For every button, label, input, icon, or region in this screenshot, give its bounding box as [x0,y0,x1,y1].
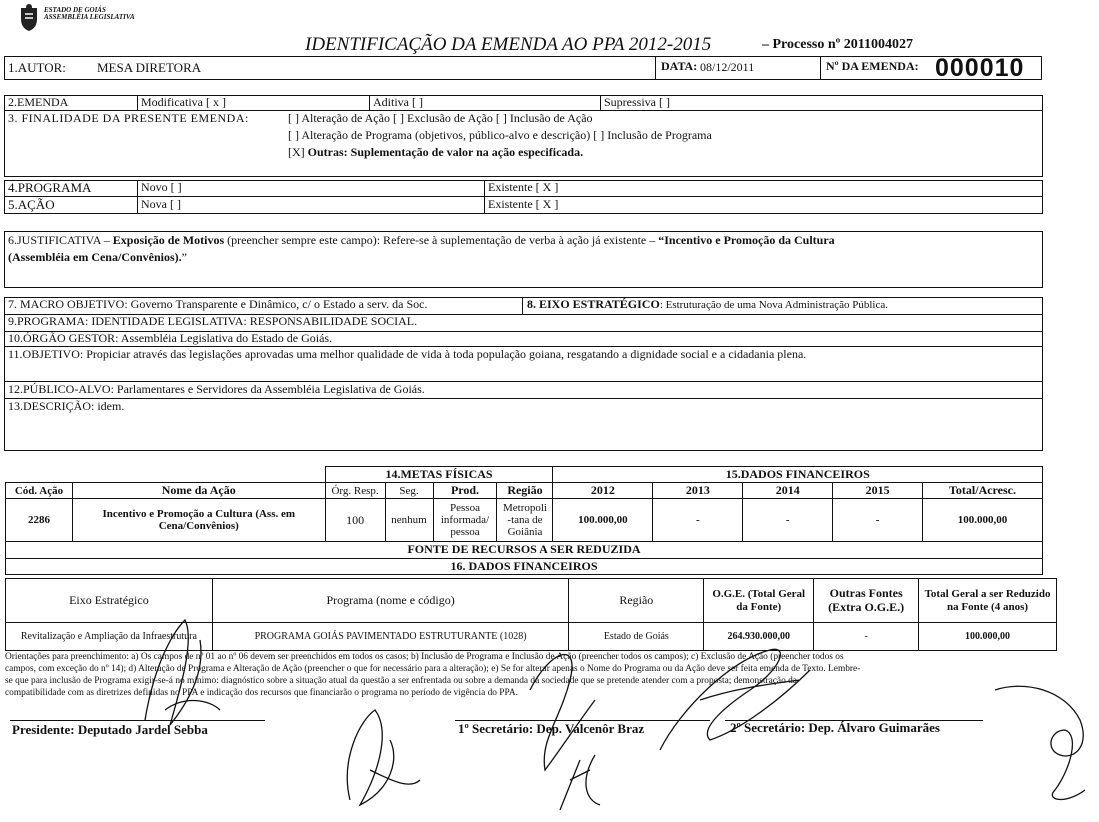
col-header: 2012 [553,483,653,499]
publico-alvo: 12.PÚBLICO-ALVO: Parlamentares e Servidores da Assembléia Legislativa de Goiás. [8,382,425,396]
col-header: Região [497,483,553,499]
col-header: Nome da Ação [72,483,325,499]
programa-novo: Novo [ ] [141,180,182,194]
finalidade-line3: [X] Outras: Suplementação de valor na ação especificada. [288,145,584,159]
emenda-label: 2.EMENDA [8,95,69,109]
table-row [6,499,1043,542]
col-header: Total Geral a ser Reduzido na Fonte (4 anos) [919,579,1057,623]
org-name-line1: ESTADO DE GOIÁS [44,6,106,14]
autor-value: MESA DIRETORA [97,60,202,75]
signature-secretario-2-icon [640,630,830,770]
col-header: Seg. [385,483,433,499]
emenda-number-value: 000010 [935,54,1025,82]
presidente-signature-label: Presidente: Deputado Jardel Sebba [12,722,208,737]
objetivo: 11.OBJETIVO: Propiciar através das legislações aprovadas uma melhor qualidade de vida à toda população goiana, resgatando a dignidade social e a cidadania plena. [8,347,807,361]
eixo-estrategico: 8. EIXO ESTRATÉGICO: Estruturação de uma Nova Administração Pública. [527,297,888,311]
cell: Estado de Goiás [569,623,704,651]
signature-secretario-1-icon [320,690,440,815]
data-value: 08/12/2011 [700,60,755,74]
descricao: 13.DESCRIÇÃO: idem. [8,399,125,413]
cell: Incentivo e Promoção a Cultura (Ass. em Cena/Convênios) [72,499,325,542]
programa-existente: Existente [ X ] [488,180,559,194]
finalidade-line2: [ ] Alteração de Programa (objetivos, público-alvo e descrição) [ ] Inclusão de Programa [288,128,712,142]
process-number: – Processo nº 2011004027 [762,37,913,52]
col-header: Total/Acresc. [923,483,1043,499]
justificativa-line2: (Assembléia em Cena/Convênios).” [8,250,187,264]
col-header: O.G.E. (Total Geral da Fonte) [704,579,814,623]
aditiva-option: Aditiva [ ] [373,95,423,109]
programa-label: 4.PROGRAMA [8,180,92,195]
cell: PROGRAMA GOIÁS PAVIMENTADO ESTRUTURANTE (1028) [212,623,569,651]
col-header: 2015 [833,483,923,499]
coat-of-arms-icon [18,4,40,32]
cell: nenhum [385,499,433,542]
secretario1-signature-label: 1º Secretário: Dep. Valcenôr Braz [458,721,645,736]
col-header: Programa (nome e código) [212,579,569,623]
dados-financeiros-header: 15.DADOS FINANCEIROS [553,467,1043,483]
orientacoes-line2: campos, com exceção do nº 14); d) Alteração de Programa e Alteração de Ação (preencher o que for necessário para a alteração); e) Se for alterar apenas o Nome do Programa ou da Ação deve ser feita emenda de Texto. Lembre- [5,664,861,674]
acao-nova: Nova [ ] [141,197,181,211]
dados-financeiros-16-title: 16. DADOS FINANCEIROS [6,558,1043,574]
justificativa-line1: 6.JUSTIFICATIVA – Exposição de Motivos (preencher sempre este campo): Refere-se à suplementação de verba à ação já existente – “Incentivo e Promoção da Cultura [8,233,835,247]
signature-presidente-icon [125,600,235,740]
cell: Metropoli -tana de Goiânia [497,499,553,542]
cell: - [814,623,919,651]
acao-label: 5.AÇÃO [8,197,55,212]
emenda-number-label: Nº DA EMENDA: [826,59,919,73]
autor-label: 1.AUTOR: [8,60,66,75]
orientacoes-line3: se que para inclusão de Programa exigir-se-á no mínimo: diagnóstico sobre a situação atual da questão a ser enfrentada ou sobre a demanda da sociedade que se pretende atender com a proposta; demonstração da [5,676,797,686]
supressiva-option: Supressiva [ ] [604,95,670,109]
org-name-line2: ASSEMBLÉIA LEGISLATIVA [44,13,135,21]
cell: 100.000,00 [919,623,1057,651]
programa-identidade: 9.PROGRAMA: IDENTIDADE LEGISLATIVA: RESPONSABILIDADE SOCIAL. [8,314,418,328]
col-header: Outras Fontes (Extra O.G.E.) [814,579,919,623]
cell: 264.930.000,00 [704,623,814,651]
macro-objetivo: 7. MACRO OBJETIVO: Governo Transparente e Dinâmico, c/ o Estado a serv. da Soc. [8,297,428,311]
col-header: Cód. Ação [6,483,73,499]
data-label: DATA: [661,59,698,73]
orientacoes-line4: compatibilidade com as diretrizes definidas no PPA e indicação dos recursos que financiarão o programa no período de vigência do PPA. [5,688,518,698]
acao-existente: Existente [ X ] [488,197,559,211]
orgao-gestor: 10.ÓRGÃO GESTOR: Assembléia Legislativa do Estado de Goiás. [8,331,333,345]
secretario2-signature-label: 2º Secretário: Dep. Álvaro Guimarães [730,720,940,735]
finalidade-label: 3. FINALIDADE DA PRESENTE EMENDA: [8,111,249,125]
orientacoes-line1: Orientações para preenchimento: a) Os campos de nº 01 ao nº 06 devem ser preenchidos em todos os casos; b) Inclusão de Programa e Inclusão de Ação (preencher todos os campos); c) Exclusão de Ação (preencher todos os [5,652,844,662]
cell: Revitalização e Ampliação da Infraestrutura [6,623,213,651]
col-header: Órg. Resp. [325,483,385,499]
col-header: Prod. [433,483,497,499]
cell: 100.000,00 [553,499,653,542]
cell: 100.000,00 [923,499,1043,542]
col-header: 2014 [743,483,833,499]
document-title: IDENTIFICAÇÃO DA EMENDA AO PPA 2012-2015 [305,34,712,55]
col-header: 2013 [653,483,743,499]
cell: - [833,499,923,542]
col-header: Região [569,579,704,623]
metas-fisicas-header: 14.METAS FÍSICAS [325,467,553,483]
metas-financeiro-table [5,466,1043,575]
signature-right-icon [985,660,1095,810]
col-header: Eixo Estratégico [6,579,213,623]
fonte-title: FONTE DE RECURSOS A SER REDUZIDA [6,542,1043,558]
cell: - [653,499,743,542]
signature-secretario-1b-icon [500,630,630,820]
modificativa-option: Modificativa [ x ] [141,95,226,109]
cell: Pessoa informada/ pessoa [433,499,497,542]
finalidade-line1: [ ] Alteração de Ação [ ] Exclusão de Ação [ ] Inclusão de Ação [288,111,593,125]
cell: 100 [325,499,385,542]
cell: 2286 [6,499,73,542]
cell: - [743,499,833,542]
